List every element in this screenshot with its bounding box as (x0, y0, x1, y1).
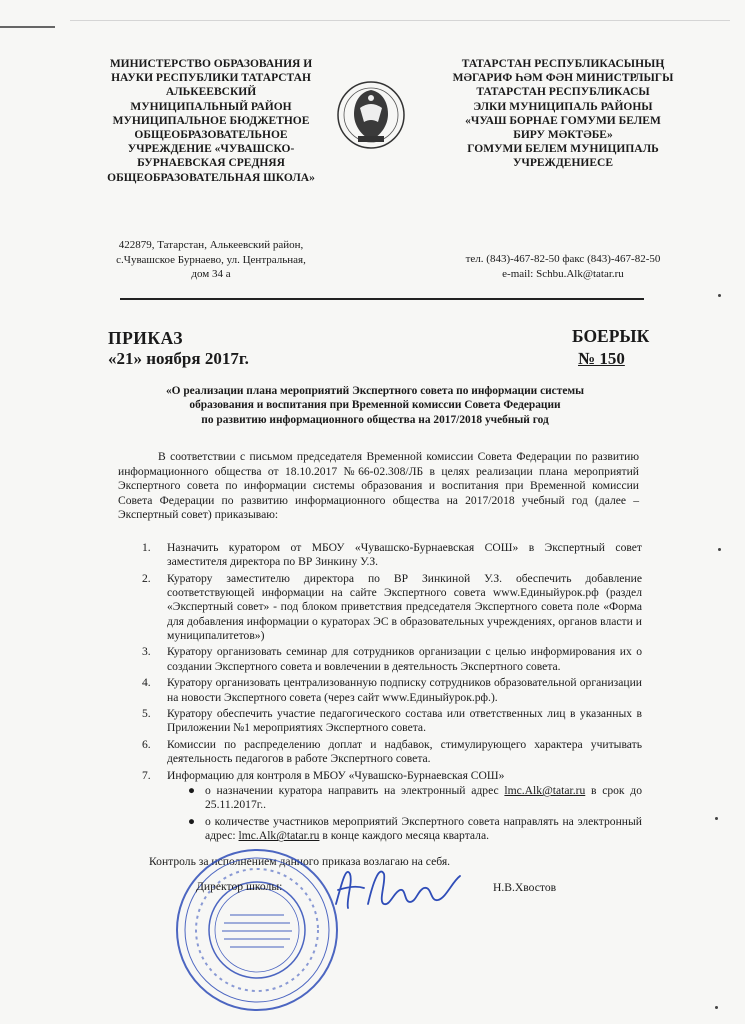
header-right-line: ЭЛКИ МУНИЦИПАЛЬ РАЙОНЫ (473, 100, 653, 113)
scan-dot (715, 1006, 718, 1009)
list-item (140, 572, 642, 643)
phone-fax: тел. (843)-467-82-50 факс (843)-467-82-50 (465, 253, 661, 265)
header-right-line: БИРУ МӘКТӘБЕ» (513, 129, 613, 142)
scan-dot (715, 817, 718, 820)
header-left-line: МИНИСТЕРСТВО ОБРАЗОВАНИЯ И (109, 58, 313, 70)
doc-type-ru: ПРИКАЗ (108, 328, 184, 348)
title-line: образования и воспитания при Временной комиссии Совета Федерации (189, 399, 561, 412)
item-number: 2. (142, 571, 151, 585)
item-text: Назначить куратором от МБОУ «Чувашско-Бурнаевская СОШ» в Экспертный совет заместителя директора по ВР Зинкину У.З. (167, 541, 642, 569)
official-stamp-icon (172, 845, 342, 1015)
item-number: 3. (142, 645, 151, 659)
header-left-line: БУРНАЕВСКАЯ СРЕДНЯЯ (137, 157, 285, 170)
scan-dot (718, 548, 721, 551)
doc-type-tt: БОЕРЫК (572, 326, 650, 346)
header-left-line: МУНИЦИПАЛЬНЫЙ РАЙОН (130, 100, 292, 113)
director-label: Директор школы: (196, 880, 283, 893)
school-contacts (432, 252, 694, 281)
sub-item-text: в срок до 25.11.2017г.. (205, 784, 642, 812)
sub-item (175, 815, 642, 843)
school-address (95, 238, 327, 282)
director-signature-icon (328, 852, 468, 922)
item-text: Комиссии по распределению доплат и надбавок, стимулирующего характера учитывать деятельность педагогов в работе Экспертного совета. (167, 738, 642, 766)
bullet-icon: ● (188, 784, 196, 798)
intro-paragraph: В соответствии с письмом председателя Временной комиссии Совета Федерации по развитию информационного общества от 18.10.2017 №66-02.308/ЛБ в целях реализации плана мероприятий Экспертного совета по информации системы образования и воспитания при Временной комиссии Совета Федерации по развитию информационного общества на 2017/2018 учебный год (далее – Экспертный совет) приказываю: (118, 450, 639, 521)
header-left-line: ОБЩЕОБРАЗОВАТЕЛЬНАЯ ШКОЛА» (107, 171, 315, 184)
scan-artifact-mark (0, 26, 55, 28)
list-item (140, 707, 642, 735)
address-line: 422879, Татарстан, Алькеевский район, (118, 239, 304, 251)
header-left-org (92, 57, 330, 185)
list-item (140, 738, 642, 766)
sub-item-text: о назначении куратора направить на электронный адрес (205, 784, 505, 798)
scan-artifact-line (70, 20, 730, 21)
item-number: 4. (142, 676, 151, 690)
title-line: «О реализации плана мероприятий Экспертного совета по информации системы (165, 385, 585, 397)
director-name: Н.В.Хвостов (493, 881, 557, 894)
order-title (110, 384, 640, 427)
sub-items (167, 784, 642, 843)
header-left-line: АЛЬКЕЕВСКИЙ (165, 86, 257, 99)
doc-number: № 150 (578, 349, 625, 368)
header-divider (120, 298, 644, 300)
list-item (140, 541, 642, 569)
header-right-line: ГОМУМИ БЕЛЕМ МУНИЦИПАЛЬ (467, 143, 659, 156)
address-line: с.Чувашское Бурнаево, ул. Центральная, (116, 253, 306, 266)
doc-date: «21» ноября 2017г. (108, 349, 249, 368)
header-right-line: «ЧУАШ БОРНАЕ ГОМУМИ БЕЛЕМ (465, 114, 661, 127)
header-left-line: НАУКИ РЕСПУБЛИКИ ТАТАРСТАН (111, 72, 311, 85)
list-item (140, 645, 642, 673)
item-number: 5. (142, 707, 151, 721)
item-text: Куратору обеспечить участие педагогического состава или ответственных лиц в указанных в Приложении №1 мероприятиях Экспертного совета. (167, 707, 642, 735)
item-number: 6. (142, 738, 151, 752)
item-text: Информацию для контроля в МБОУ «Чувашско-Бурнаевская СОШ» (167, 769, 505, 783)
item-number: 7. (142, 769, 151, 783)
email: e-mail: Schbu.Alk@tatar.ru (502, 267, 624, 280)
list-item (140, 676, 642, 704)
list-item (140, 769, 642, 844)
sub-item-text: о количестве участников мероприятий Экспертного совета направлять на электронный адрес: (205, 815, 642, 843)
header-right-line: ТАТАРСТАН РЕСПУБЛИКАСЫНЫҢ (461, 58, 665, 70)
item-number: 1. (142, 541, 151, 554)
header-left-line: УЧРЕЖДЕНИЕ «ЧУВАШСКО- (127, 143, 295, 156)
header-right-org (432, 57, 694, 171)
email-link[interactable]: lmc.Alk@tatar.ru (504, 784, 586, 798)
address-line: дом 34 а (191, 268, 231, 280)
item-text: Куратору организовать централизованную подписку сотрудников образовательной организации на новости Экспертного совета (через сайт www.Единыйурок.рф.). (167, 676, 642, 704)
scan-dot (718, 294, 721, 297)
order-items (140, 541, 642, 846)
header-left-line: ОБЩЕОБРАЗОВАТЕЛЬНОЕ (134, 129, 288, 142)
header-right-line: МӘГАРИФ ҺӘМ ФӘН МИНИСТРЛЫГЫ (452, 72, 674, 85)
email-link[interactable]: lmc.Alk@tatar.ru (238, 829, 320, 843)
sub-item (175, 784, 642, 812)
header-left-line: МУНИЦИПАЛЬНОЕ БЮДЖЕТНОЕ (112, 114, 310, 127)
header-right-line: ТАТАРСТАН РЕСПУБЛИКАСЫ (476, 86, 650, 99)
item-text: Куратору организовать семинар для сотрудников организации с целью информирования их о создании Экспертного совета и вовлечении в деятельность Экспертного совета. (167, 645, 642, 673)
bullet-icon: ● (188, 815, 196, 829)
item-text: Куратору заместителю директора по ВР Зинкиной У.З. обеспечить добавление соответствующей информации на сайте Экспертного совета www.Единыйурок.рф (раздел «Экспертный совет» - под блоком приветствия председателя Экспертного совета поле «Форма для добавления информации о кураторах ЭС в образовательных учреждениях, органов власти и муниципалитетов») (167, 571, 642, 642)
title-line: по развитию информационного общества на 2017/2018 учебный год (201, 413, 549, 426)
control-statement: Контроль за исполнением данного приказа возлагаю на себя. (149, 855, 451, 868)
tatarstan-emblem-icon (322, 78, 420, 152)
sub-item-text: в конце каждого месяца квартала. (319, 829, 489, 843)
header-right-line: УЧРЕЖДЕНИЕСЕ (512, 157, 614, 170)
